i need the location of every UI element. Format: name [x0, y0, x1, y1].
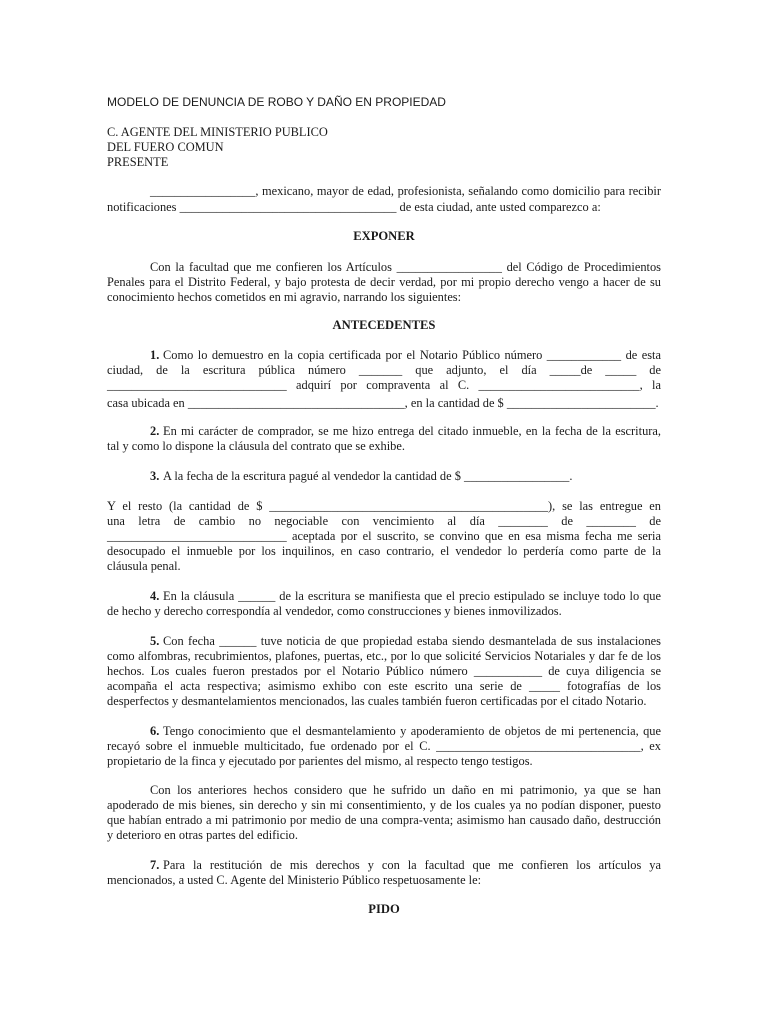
- item-5-line-4: acompaña el acta respectiva; asimismo exhibo con este escrito una serie de _____ fotografías de los: [107, 679, 661, 693]
- resto-line-3: _____________________________ aceptada por el suscrito, se convino que en esa misma fecha me seria: [107, 529, 661, 543]
- item-5-line-2: como alfombras, recubrimientos, plafones, puertas, etc., por lo que solicité Servicios Notariales y dar fe de los: [107, 649, 661, 663]
- item-1-line-4: casa ubicada en ___________________________________, en la cantidad de $ ________________________.: [107, 396, 659, 410]
- item-5-line-3: hechos. Los cuales fueron prestados por el Notario Público número ___________ de cuya diligencia se: [107, 664, 661, 678]
- resto-line-5: cláusula penal.: [107, 559, 181, 573]
- heading-antecedentes: ANTECEDENTES: [332, 318, 436, 332]
- resto-line-4: desocupado el inmueble por los inquilinos, en caso contrario, el vendedor lo perdería como parte de la: [107, 544, 661, 558]
- item-7-line-2: mencionados, a usted C. Agente del Ministerio Público respetuosamente le:: [107, 873, 482, 887]
- item-3-number: 3.: [150, 469, 160, 483]
- item-2-line-1: En mi carácter de comprador, se me hizo entrega del citado inmueble, en la fecha de la escritura,: [163, 424, 661, 438]
- item-1-line-3: _____________________________ adquirí por compraventa al C. __________________________, la: [107, 378, 661, 392]
- item-4-number: 4.: [150, 589, 160, 603]
- resto-line-1: Y el resto (la cantidad de $ _____________________________________________), se las entregue en: [107, 499, 661, 513]
- addressee-line-3: PRESENTE: [107, 155, 169, 169]
- consequences-line-4: y deterioro en otras partes del edificio.: [107, 828, 298, 842]
- exponer-line-3: conocimiento hechos cometidos en mi agravio, narrando los siguientes:: [107, 290, 462, 304]
- intro-line-1: _________________, mexicano, mayor de edad, profesionista, señalando como domicilio para recibir: [150, 184, 661, 198]
- heading-exponer: EXPONER: [353, 229, 415, 243]
- item-5-line-5: desperfectos y desmantelamientos mencionados, las cuales también fueron certificadas por el citado Notario.: [107, 694, 647, 708]
- item-5-number: 5.: [150, 634, 160, 648]
- exponer-line-1: Con la facultad que me confieren los Artículos _________________ del Código de Procedimientos: [150, 260, 661, 274]
- intro-line-2: notificaciones ___________________________________ de esta ciudad, ante usted comparezco a:: [107, 200, 601, 214]
- item-6-line-2: recayó sobre el inmueble multicitado, fue ordenado por el C. _________________________________, ex: [107, 739, 661, 753]
- item-6-number: 6.: [150, 724, 160, 738]
- item-2-line-2: tal y como lo dispone la cláusula del contrato que se exhibe.: [107, 439, 405, 453]
- consequences-line-3: que habían entrado a mi patrimonio por medio de una compra-venta; asimismo han causado daño, destrucción: [107, 813, 661, 827]
- exponer-line-2: Penales para el Distrito Federal, y bajo protesta de decir verdad, por mi propio derecho vengo a hacer de su: [107, 275, 661, 289]
- item-4-line-1: En la cláusula ______ de la escritura se manifiesta que el precio estipulado se incluye todo lo que: [163, 589, 661, 603]
- consequences-line-1: Con los anteriores hechos considero que he sufrido un daño en mi patrimonio, ya que se han: [150, 783, 661, 797]
- item-7-number: 7.: [150, 858, 160, 872]
- item-1-line-2: ciudad, de la escritura pública número _______ que adjunto, el día _____de _____ de: [107, 363, 661, 377]
- item-1-line-1: Como lo demuestro en la copia certificada por el Notario Público número ____________ de esta: [163, 348, 661, 362]
- addressee-line-2: DEL FUERO COMUN: [107, 140, 224, 154]
- item-6-line-3: propietario de la finca y ejecutado por parientes del mismo, al respecto tengo testigos.: [107, 754, 533, 768]
- item-7-line-1: Para la restitución de mis derechos y con la facultad que me confieren los artículos ya: [163, 858, 661, 872]
- consequences-line-2: apoderado de mis bienes, sin derecho y sin mi consentimiento, y de los cuales ya no podían disponer, puesto: [107, 798, 661, 812]
- item-4-line-2: de hecho y derecho correspondía al vendedor, como construcciones y bienes inmovilizados.: [107, 604, 562, 618]
- item-5-line-1: Con fecha ______ tuve noticia de que propiedad estaba siendo desmantelada de sus instalaciones: [163, 634, 661, 648]
- document-title: MODELO DE DENUNCIA DE ROBO Y DAÑO EN PROPIEDAD: [107, 95, 446, 109]
- item-3-line-1: A la fecha de la escritura pagué al vendedor la cantidad de $ _________________.: [163, 469, 573, 483]
- heading-pido: PIDO: [368, 902, 400, 916]
- item-6-line-1: Tengo conocimiento que el desmantelamiento y apoderamiento de objetos de mi pertenencia, que: [163, 724, 661, 738]
- addressee-line-1: C. AGENTE DEL MINISTERIO PUBLICO: [107, 125, 328, 139]
- item-2-number: 2.: [150, 424, 160, 438]
- item-1-number: 1.: [150, 348, 160, 362]
- resto-line-2: una letra de cambio no negociable con vencimiento al día ________ de ________ de: [107, 514, 661, 528]
